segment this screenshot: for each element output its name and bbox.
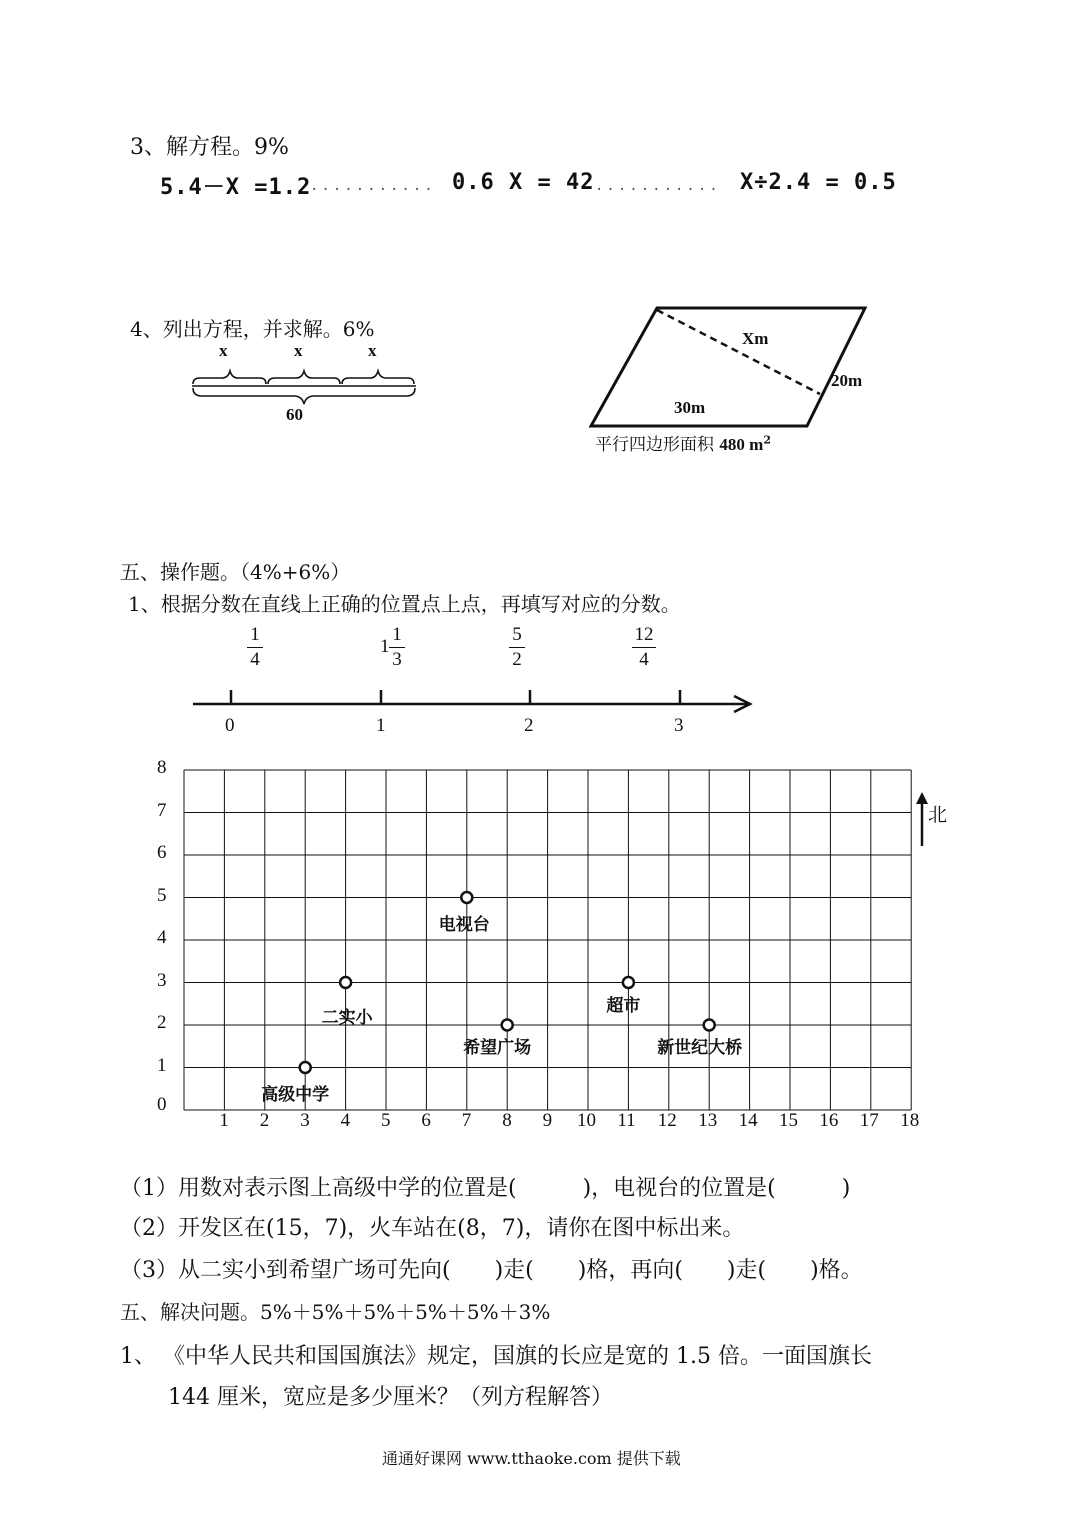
number-line-tick: 3: [674, 715, 684, 736]
grid-x-label: 15: [779, 1110, 798, 1131]
grid-y-label: 1: [157, 1054, 167, 1076]
para-side-label: 20m: [831, 371, 863, 390]
grid-y-label: 6: [157, 842, 167, 863]
grid-x-label: 2: [259, 1110, 270, 1131]
fraction-denominator: 4: [250, 649, 260, 670]
fraction-1-1-3: [384, 624, 410, 671]
para-area-sup: 2: [763, 433, 771, 447]
grid-y-label: 2: [157, 1012, 167, 1033]
solve-problem-1-line-1: 1、 《中华人民共和国国旗法》规定，国旗的长应是宽的 1.5 倍。一面国旗长: [120, 1344, 872, 1369]
place-marker: [300, 1062, 311, 1073]
grid-y-label: 8: [157, 757, 167, 778]
grid-x-label: 11: [617, 1110, 636, 1131]
para-caption: [595, 430, 771, 455]
grid-x-label: 17: [859, 1110, 879, 1131]
grid-x-label: 8: [502, 1110, 512, 1131]
grid-x-label: 18: [900, 1110, 920, 1131]
place-marker: [340, 977, 351, 988]
fraction-denominator: 4: [639, 649, 649, 670]
grid-x-label: 7: [461, 1110, 472, 1131]
place-marker: [502, 1020, 513, 1031]
grid-x-label: 14: [738, 1110, 758, 1131]
fraction-numerator: 1: [392, 624, 402, 645]
fraction-numerator: 5: [512, 624, 522, 645]
question-1: （1）用数对表示图上高级中学的位置是( )，电视台的位置是( ): [120, 1176, 851, 1201]
place-label: 二实小: [321, 1007, 373, 1028]
place-label: 电视台: [438, 914, 490, 935]
place-marker: [704, 1020, 715, 1031]
coordinate-grid: [182, 768, 912, 1113]
equation-2: 0.6 X = 42: [452, 170, 595, 195]
place-label: 新世纪大桥: [657, 1038, 743, 1058]
grid-x-label: 12: [657, 1110, 677, 1131]
grid-x-label: 6: [421, 1110, 431, 1131]
number-line-tick: 1: [376, 715, 386, 736]
fraction-12-4: [628, 624, 660, 671]
grid-y-label: 3: [157, 969, 167, 991]
fraction-whole: 1: [380, 636, 390, 657]
section5-q1: 1、根据分数在直线上正确的位置点上点，再填写对应的分数。: [128, 592, 681, 616]
place-label: 希望广场: [463, 1038, 532, 1058]
solve-heading: 五、解决问题。5%＋5%＋5%＋5%＋5%＋3%: [120, 1300, 551, 1324]
grid-y-label: 4: [157, 927, 167, 948]
q3-heading: 3、解方程。9%: [130, 135, 289, 160]
number-line: [190, 690, 760, 714]
grid-x-label: 10: [577, 1110, 596, 1131]
grid-y-label: 7: [157, 799, 167, 821]
para-base-label: 30m: [674, 398, 706, 417]
place-marker: [623, 977, 634, 988]
para-area: 480 m: [719, 435, 764, 454]
question-2: （2）开发区在(15，7)，火车站在(8，7)，请你在图中标出来。: [120, 1216, 745, 1241]
dot-leader: ...........: [595, 178, 721, 194]
grid-x-label: 1: [219, 1110, 229, 1131]
fraction-denominator: 2: [512, 649, 522, 670]
grid-x-label: 5: [381, 1110, 391, 1131]
fraction-5-2: [502, 624, 532, 671]
grid-y-label: 0: [157, 1094, 167, 1115]
dot-leader: ...........: [310, 178, 436, 194]
footer-credit: 通通好课网 www.tthaoke.com 提供下载: [382, 1449, 681, 1468]
grid-x-label: 4: [340, 1110, 351, 1131]
fraction-denominator: 3: [392, 649, 402, 670]
number-line-tick: 0: [225, 715, 235, 736]
grid-x-label: 3: [300, 1110, 310, 1131]
place-marker: [461, 892, 472, 903]
north-label: 北: [928, 804, 948, 826]
grid-x-label: 9: [542, 1110, 553, 1131]
brace-label-x: x: [219, 341, 228, 360]
fraction-numerator: 12: [634, 624, 654, 645]
brace-diagram: [188, 368, 423, 406]
grid-x-label: 16: [819, 1110, 839, 1131]
question-3: （3）从二实小到希望广场可先向( )走( )格，再向( )走( )格。: [120, 1258, 863, 1283]
q4-heading: 4、列出方程，并求解。6%: [130, 317, 375, 341]
place-label: 超市: [606, 995, 641, 1016]
para-caption-text: 平行四边形面积: [595, 435, 714, 455]
place-label: 高级中学: [261, 1084, 330, 1105]
brace-total: 60: [286, 405, 303, 424]
equation-3: X÷2.4 = 0.5: [740, 170, 897, 195]
brace-label-x: x: [294, 341, 303, 360]
grid-x-label: 13: [698, 1110, 718, 1131]
fraction-numerator: 1: [250, 624, 260, 645]
fraction-1-4: [240, 624, 270, 671]
section5-heading: 五、操作题。（4%+6%）: [120, 560, 351, 584]
para-top-label: Xm: [742, 329, 769, 348]
solve-problem-1-line-2: 144 厘米，宽应是多少厘米？（列方程解答）: [168, 1385, 613, 1410]
equation-1: 5.4－X =1.2: [160, 175, 312, 200]
grid-y-label: 5: [157, 884, 167, 906]
parallelogram-figure: [585, 302, 875, 432]
number-line-tick: 2: [524, 715, 534, 736]
brace-label-x: x: [368, 341, 377, 360]
